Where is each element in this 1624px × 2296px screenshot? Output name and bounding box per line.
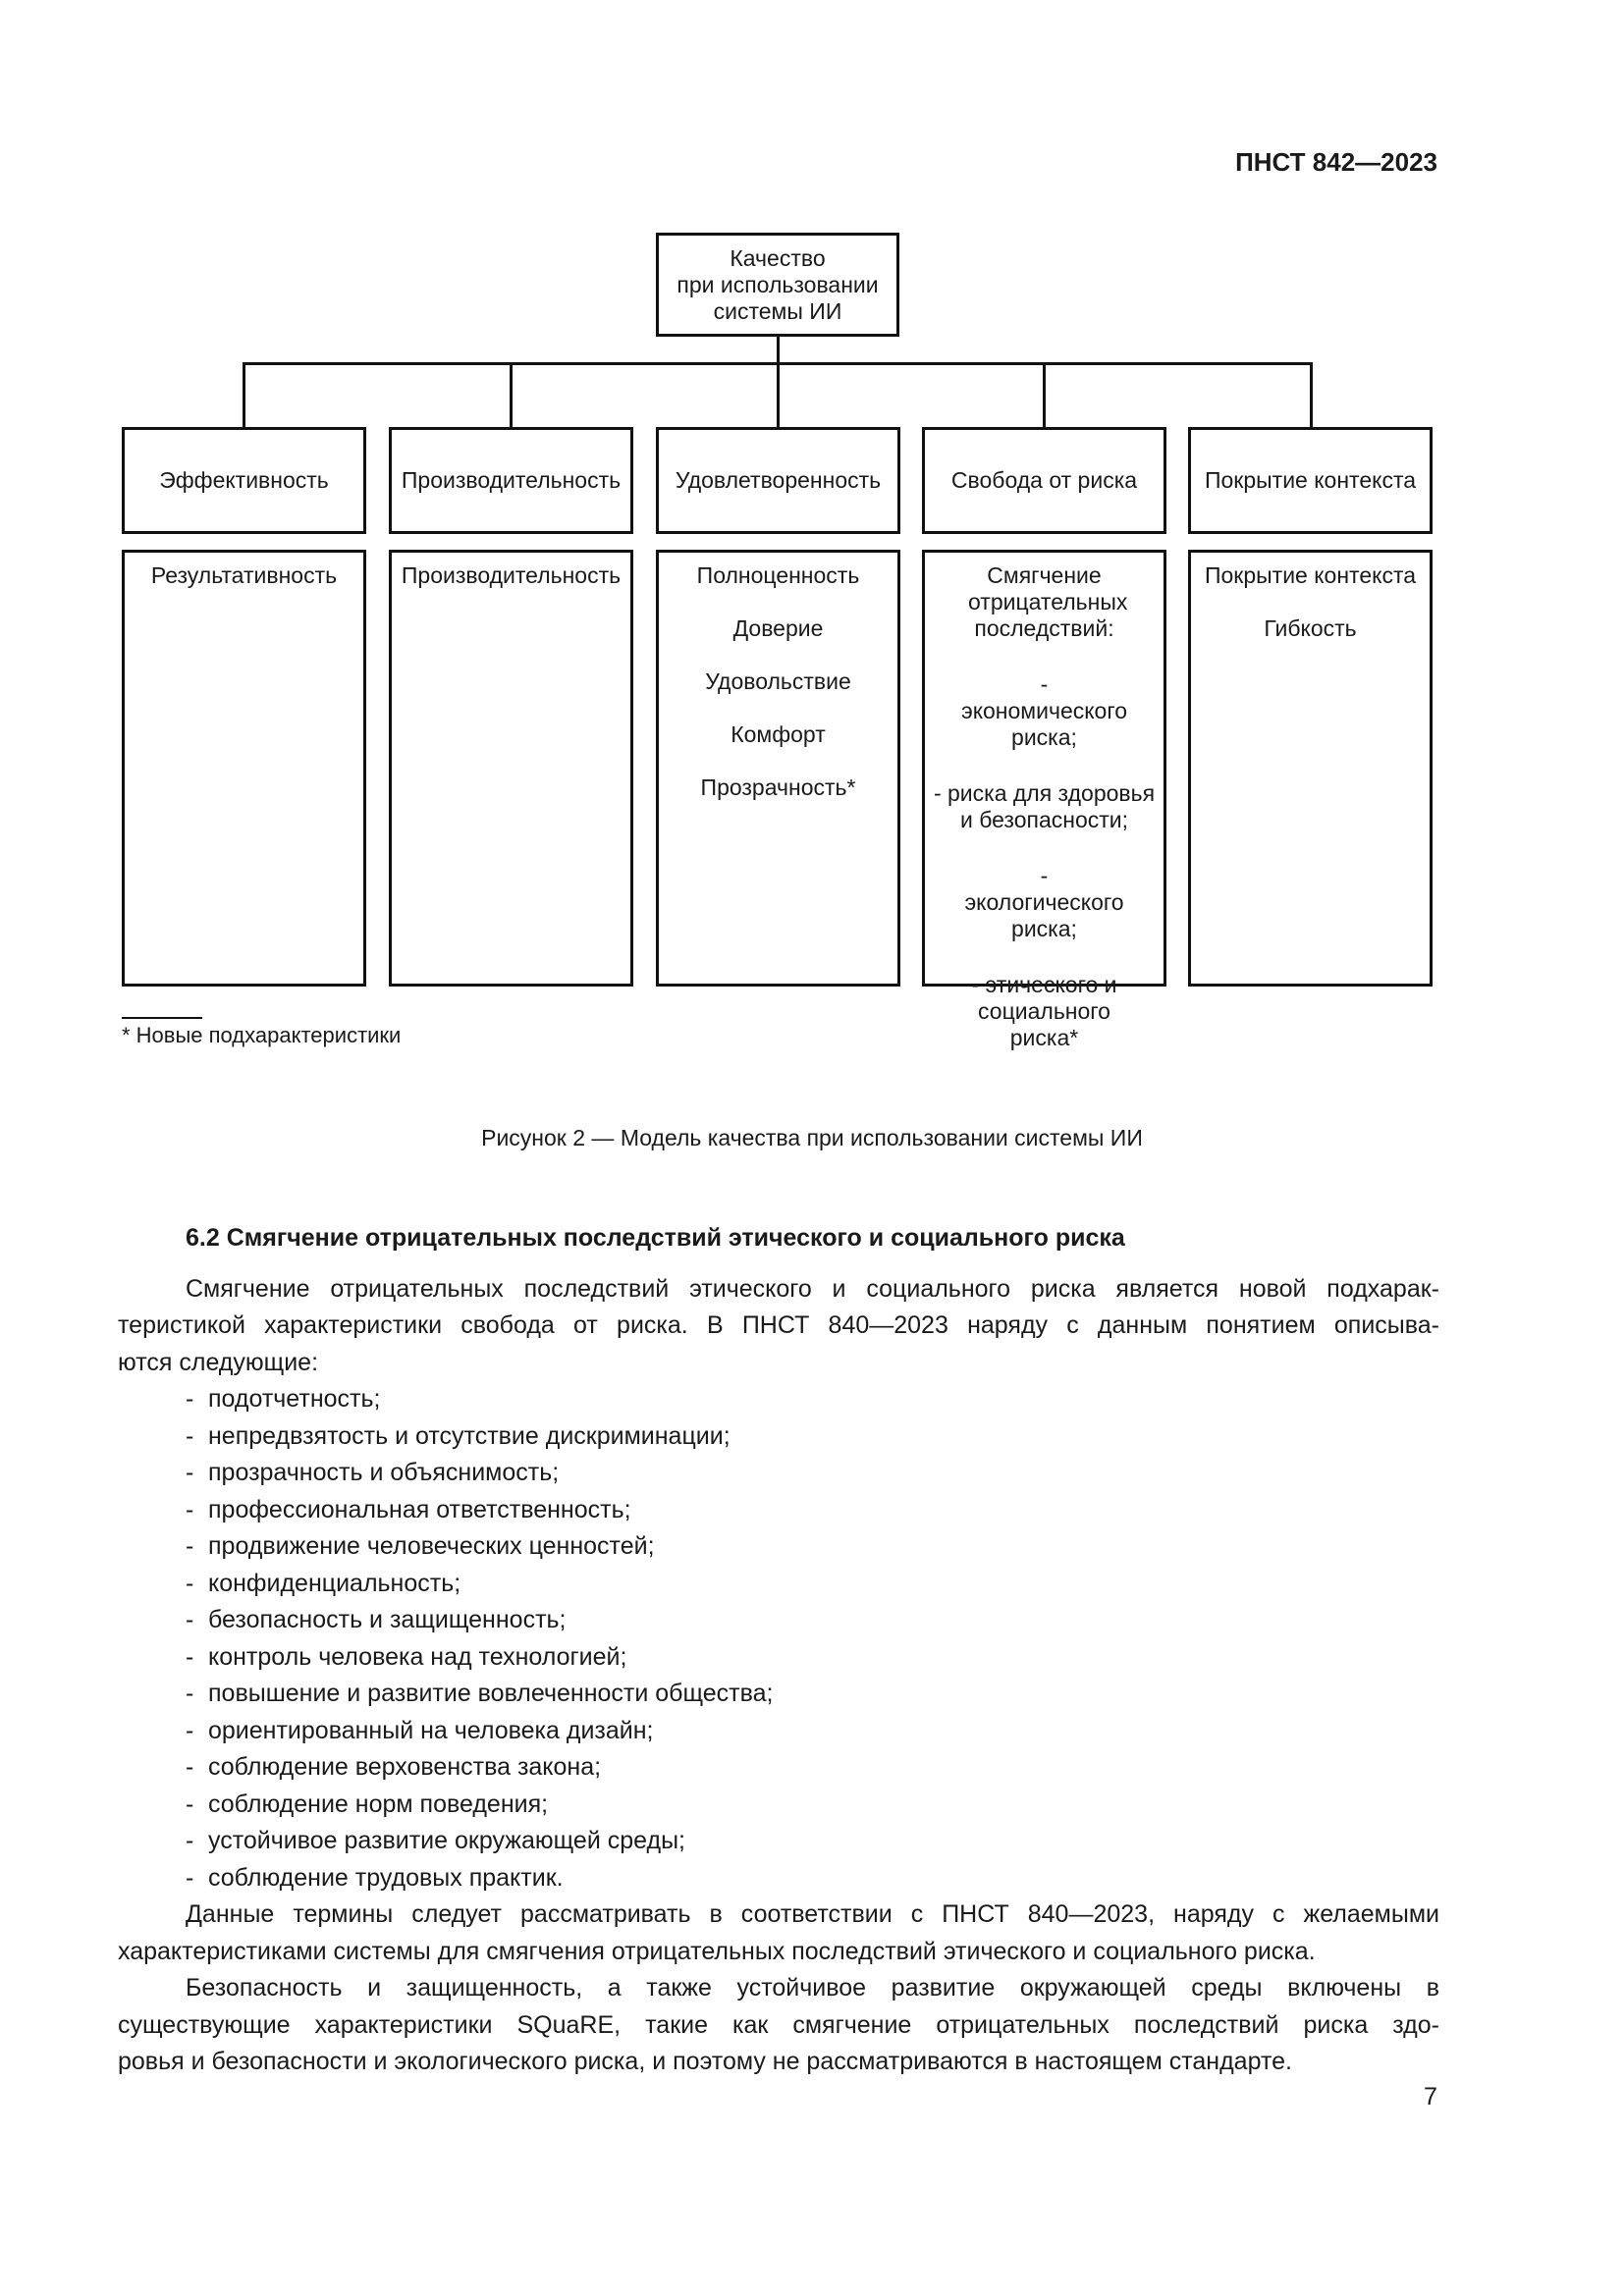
subcharacteristic: Производительность xyxy=(401,562,622,588)
list-item-text: продвижение человеческих ценностей; xyxy=(208,1532,655,1560)
list-item-text: соблюдение верховенства закона; xyxy=(208,1753,602,1781)
list-item xyxy=(118,1566,1439,1603)
list-dash: - xyxy=(186,1606,194,1633)
list-item xyxy=(118,1602,1439,1639)
list-dash: - xyxy=(186,1863,194,1892)
paragraph-line: существующие характеристики SQuaRE, такие как смягчение отрицательных последствий риска здо- xyxy=(118,2010,1439,2039)
subcharacteristic: Результативность xyxy=(150,562,338,588)
list-item xyxy=(118,1492,1439,1529)
root-line: Качество xyxy=(730,244,826,271)
list-dash: - xyxy=(186,1753,194,1781)
list-item-text: непредвзятость и отсутствие дискриминации; xyxy=(208,1421,731,1450)
list-item xyxy=(118,1676,1439,1713)
paragraph-line: характеристиками системы для смягчения отрицательных последствий этического и социального риска. xyxy=(118,1937,1316,1965)
paragraph-line: Безопасность и защищенность, а также устойчивое развитие окружающей среды включены в xyxy=(186,1974,1439,2002)
subcharacteristic: Полноценность xyxy=(696,562,860,588)
subcharacteristic: - этического и социального риска* xyxy=(971,972,1117,1050)
section-heading: 6.2 Смягчение отрицательных последствий этического и социального риска xyxy=(186,1224,1125,1252)
list-item xyxy=(118,1860,1439,1897)
footnote-rule xyxy=(122,1017,202,1019)
footnote: * Новые подхарактеристики xyxy=(122,1023,402,1047)
characteristic-box: Удовлетворенность xyxy=(656,427,900,534)
list-item-text: профессиональная ответственность; xyxy=(208,1495,631,1523)
list-item-text: подотчетность; xyxy=(208,1385,381,1413)
list-dash: - xyxy=(186,1716,194,1744)
subcharacteristic: - экологического риска; xyxy=(964,863,1124,941)
connector xyxy=(777,362,780,428)
subcharacteristic: Доверие xyxy=(732,615,824,641)
paragraph-line: Смягчение отрицательных последствий этического и социального риска является новой подхарак- xyxy=(186,1274,1439,1303)
subcharacteristic-box xyxy=(122,550,366,987)
section-body xyxy=(118,1220,1439,2081)
list-item xyxy=(118,1787,1439,1824)
document-id: ПНСТ 842—2023 xyxy=(1235,147,1437,177)
list-item xyxy=(118,1528,1439,1566)
page-number: 7 xyxy=(1424,2083,1437,2110)
subcharacteristic: Смягчение отрицательных последствий: xyxy=(968,562,1128,641)
subcharacteristic-box xyxy=(922,550,1166,1050)
subcharacteristic: Гибкость xyxy=(1264,615,1357,641)
list-dash: - xyxy=(186,1569,194,1597)
connector xyxy=(1043,362,1046,428)
list-item xyxy=(118,1381,1439,1418)
paragraph-line: Данные термины следует рассматривать в соответствии с ПНСТ 840—2023, наряду с желаемыми xyxy=(186,1900,1439,1928)
connector xyxy=(1310,362,1313,428)
figure-caption: Рисунок 2 — Модель качества при использовании системы ИИ xyxy=(481,1125,1143,1150)
diagram-root-box xyxy=(656,233,899,337)
list-item xyxy=(118,1823,1439,1860)
list-item xyxy=(118,1455,1439,1492)
bullet-list xyxy=(118,1381,1439,1896)
list-item-text: соблюдение трудовых практик. xyxy=(208,1863,564,1892)
connector xyxy=(510,362,513,428)
connector xyxy=(243,362,245,428)
subcharacteristic: Покрытие контекста xyxy=(1204,562,1417,588)
paragraph-line: ровья и безопасности и экологического риска, и поэтому не рассматриваются в настоящем стандарте. xyxy=(118,2048,1292,2075)
subcharacteristic-box xyxy=(1188,550,1433,987)
list-item-text: соблюдение норм поведения; xyxy=(208,1789,549,1818)
list-item-text: устойчивое развитие окружающей среды; xyxy=(208,1827,685,1854)
subcharacteristic: Комфорт xyxy=(731,721,826,747)
subcharacteristic-box xyxy=(656,550,900,987)
list-item-text: повышение и развитие вовлеченности общества; xyxy=(208,1680,774,1707)
list-item-text: конфиденциальность; xyxy=(208,1569,461,1597)
characteristic-box: Производительность xyxy=(389,427,633,534)
list-dash: - xyxy=(186,1495,194,1523)
list-item-text: безопасность и защищенность; xyxy=(208,1606,567,1633)
list-dash: - xyxy=(186,1421,194,1450)
list-item-text: ориентированный на человека дизайн; xyxy=(208,1716,654,1744)
characteristic-box: Эффективность xyxy=(122,427,366,534)
root-line: системы ИИ xyxy=(713,297,842,324)
paragraph-line: ются следующие: xyxy=(118,1348,319,1376)
subcharacteristic-box xyxy=(389,550,633,987)
list-item xyxy=(118,1749,1439,1787)
list-dash: - xyxy=(186,1680,194,1707)
connector xyxy=(777,336,780,365)
list-item-text: прозрачность и объяснимость; xyxy=(208,1459,560,1486)
subcharacteristic: - риска для здоровья и безопасности; xyxy=(933,780,1156,832)
list-dash: - xyxy=(186,1789,194,1818)
list-item xyxy=(118,1639,1439,1677)
list-dash: - xyxy=(186,1642,194,1671)
list-item xyxy=(118,1713,1439,1750)
list-dash: - xyxy=(186,1385,194,1413)
list-dash: - xyxy=(186,1827,194,1854)
subcharacteristic: Прозрачность* xyxy=(700,774,856,800)
subcharacteristic: Удовольствие xyxy=(705,668,851,694)
root-line: при использовании xyxy=(677,271,879,297)
characteristic-box: Свобода от риска xyxy=(922,427,1166,534)
list-dash: - xyxy=(186,1532,194,1560)
list-dash: - xyxy=(186,1459,194,1486)
paragraph-line: теристикой характеристики свобода от риска. В ПНСТ 840—2023 наряду с данным понятием описыва- xyxy=(118,1311,1439,1339)
subcharacteristic: - экономического риска; xyxy=(960,671,1128,750)
characteristic-box: Покрытие контекста xyxy=(1188,427,1433,534)
list-item xyxy=(118,1418,1439,1456)
list-item-text: контроль человека над технологией; xyxy=(208,1642,627,1671)
